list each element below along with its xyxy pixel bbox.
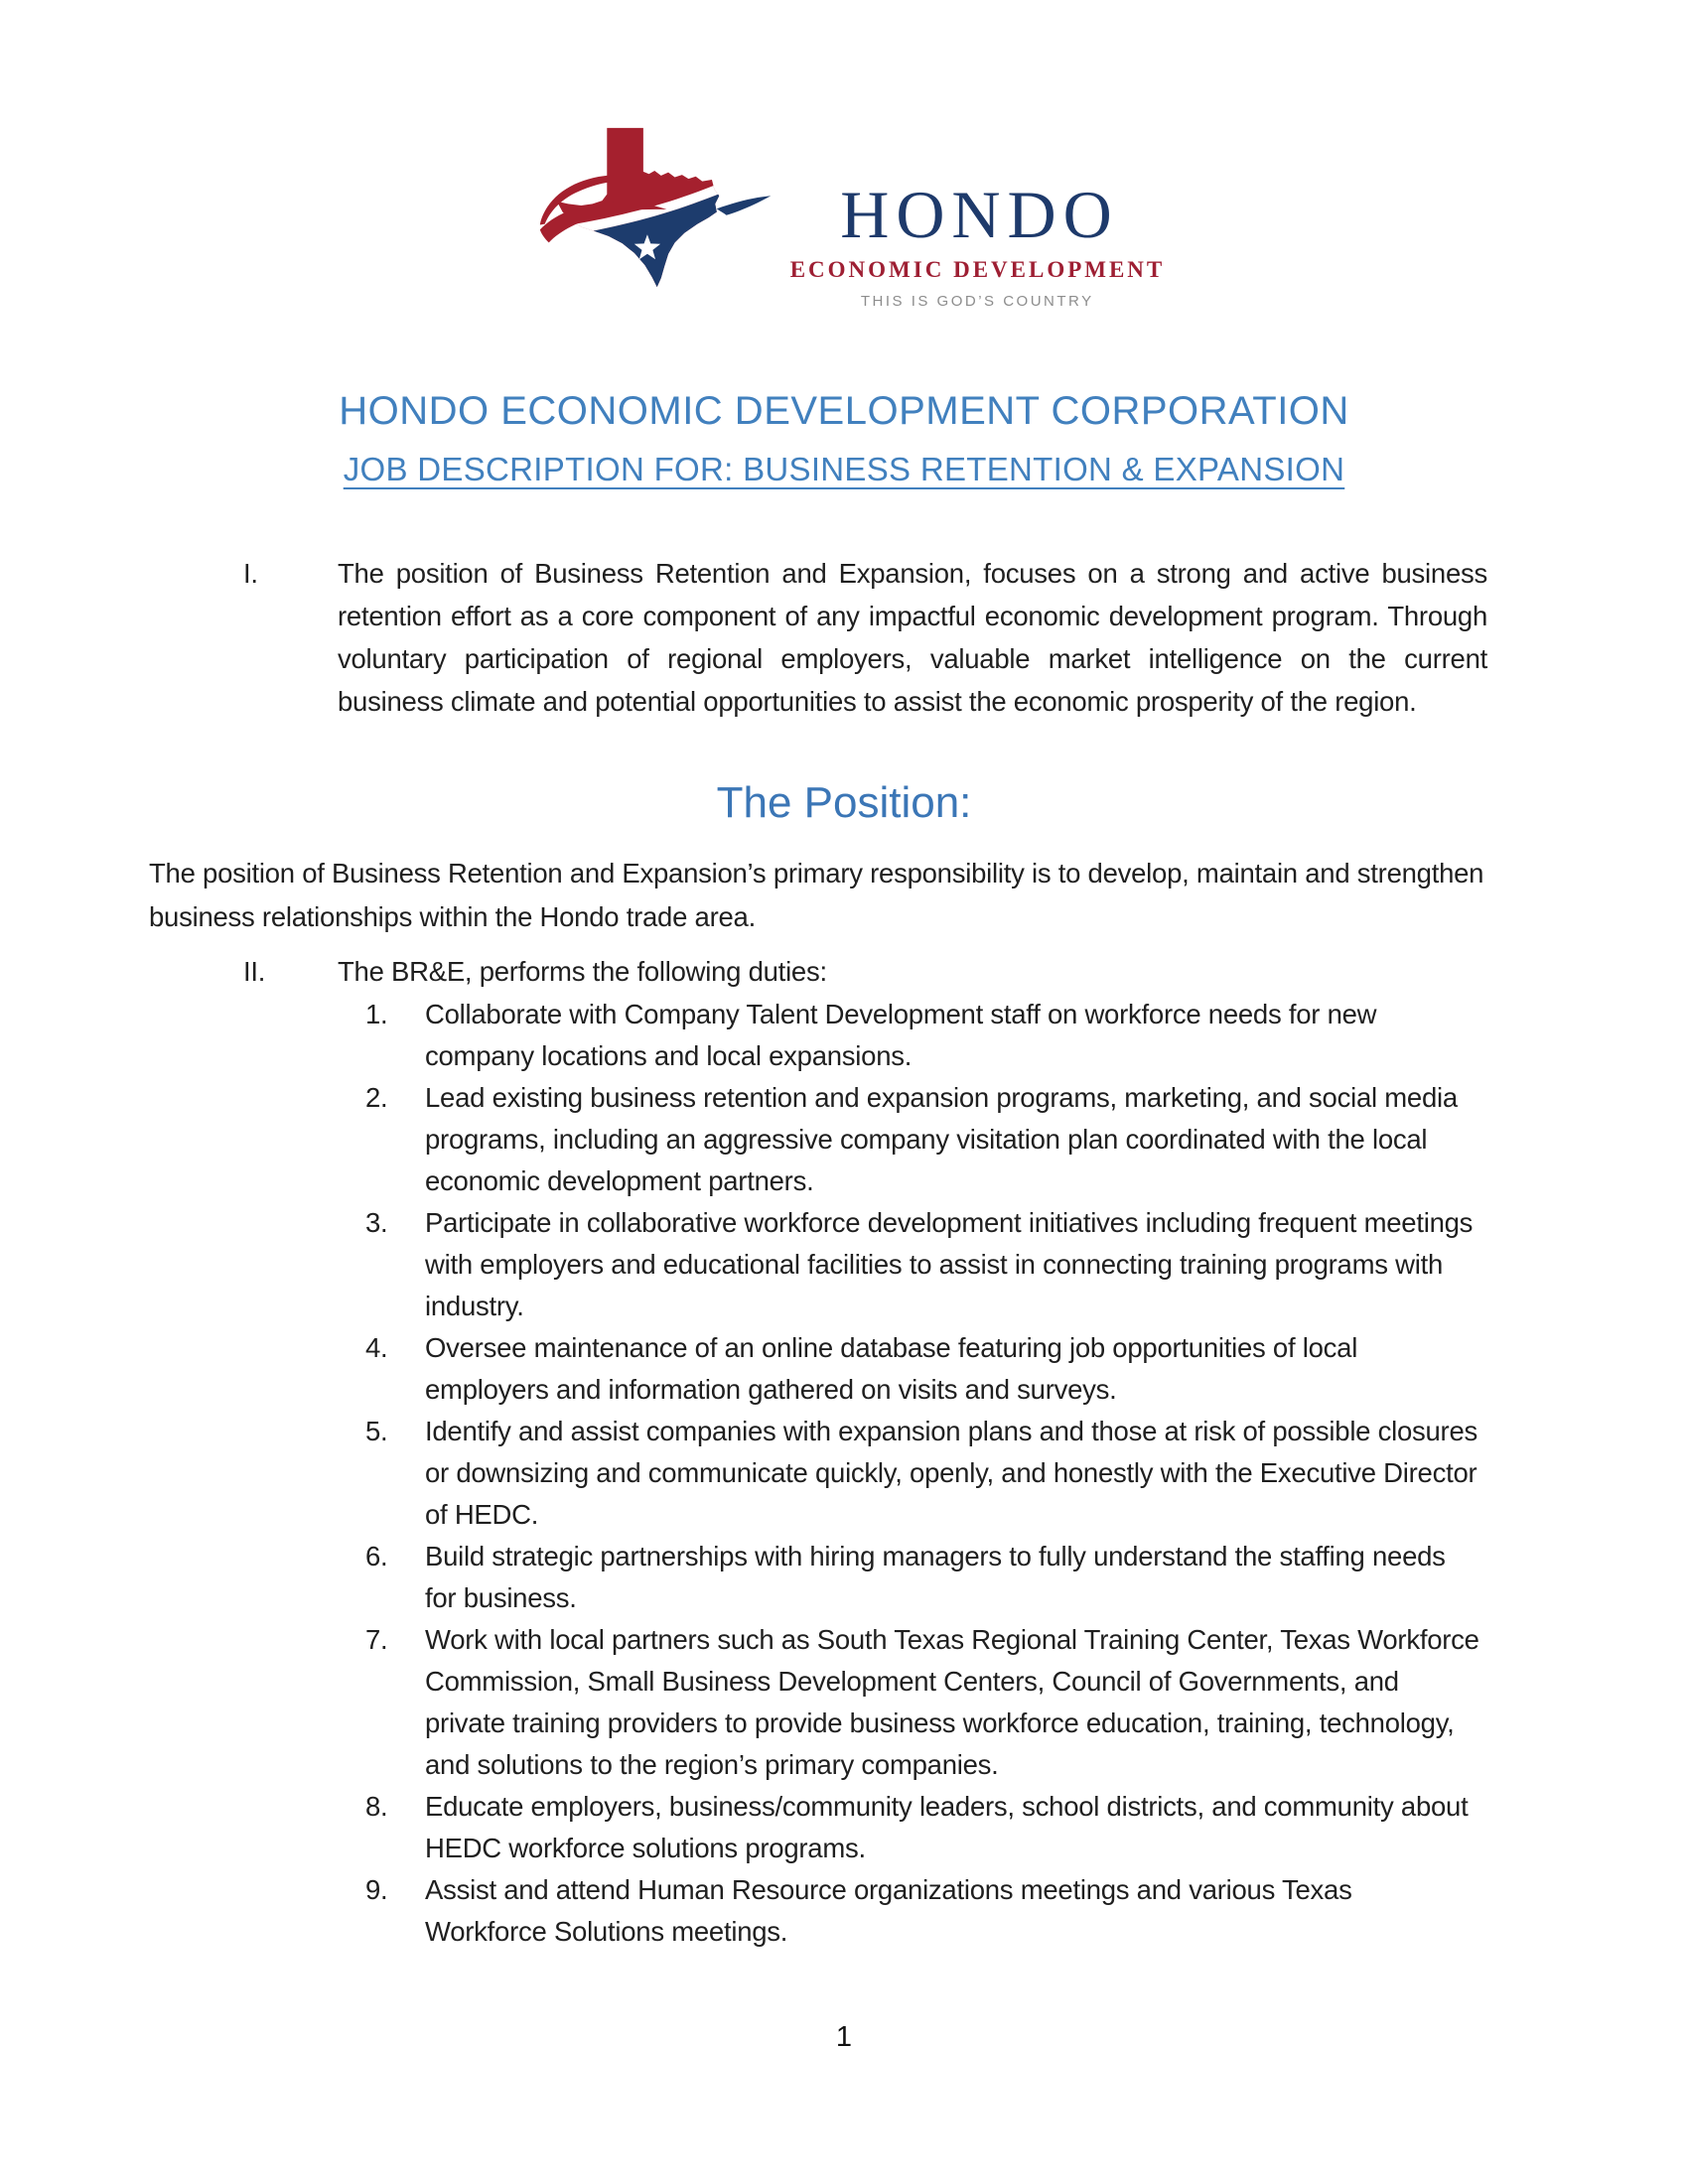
duty-item <box>365 1869 1479 1953</box>
duty-text: Educate employers, business/community leaders, school districts, and community about HEDC workforce solutions programs. <box>425 1791 1469 1863</box>
section-overview-text: The position of Business Retention and Expansion, focuses on a strong and active business retention effort as a core component of any impactful economic development program. Through voluntary participation of regional employers, valuable market intelligence on the current business climate and potential opportunities to assist the economic prosperity of the region. <box>338 558 1487 717</box>
duty-number: 4. <box>365 1332 388 1363</box>
document-subtitle <box>0 451 1688 488</box>
position-heading: The Position: <box>716 778 972 827</box>
duty-text: Identify and assist companies with expansion plans and those at risk of possible closures or downsizing and communicate quickly, openly, and honestly with the Executive Director of HEDC. <box>425 1416 1478 1530</box>
duty-item <box>365 994 1479 1077</box>
document-title: HONDO ECONOMIC DEVELOPMENT CORPORATION <box>339 389 1349 433</box>
section-overview-numeral: I. <box>243 558 258 589</box>
duty-text: Build strategic partnerships with hiring managers to fully understand the staffing needs for business. <box>425 1541 1446 1613</box>
duty-item <box>365 1202 1479 1327</box>
duty-text: Assist and attend Human Resource organizations meetings and various Texas Workforce Solutions meetings. <box>425 1874 1352 1947</box>
section-overview <box>243 552 1487 723</box>
duty-text: Work with local partners such as South Texas Regional Training Center, Texas Workforce Commission, Small Business Development Centers, Council of Governments, and private training providers to provide business workforce education, training, technology, and solutions to the region’s primary companies. <box>425 1624 1479 1780</box>
duty-number: 1. <box>365 999 388 1029</box>
duty-number: 2. <box>365 1082 388 1113</box>
duty-item <box>365 1786 1479 1869</box>
duty-item <box>365 1411 1479 1536</box>
duty-text: Lead existing business retention and expansion programs, marketing, and social media programs, including an aggressive company visitation plan coordinated with the local economic development partners. <box>425 1082 1458 1196</box>
duty-number: 3. <box>365 1207 388 1238</box>
logo-brand-name: HONDO <box>840 177 1119 252</box>
page-number: 1 <box>835 2021 853 2053</box>
hondo-logo <box>0 123 1688 310</box>
duty-number: 8. <box>365 1791 388 1822</box>
document-subtitle-text: JOB DESCRIPTION FOR: BUSINESS RETENTION & EXPANSION <box>343 451 1345 487</box>
section-duties-lead-text: The BR&E, performs the following duties: <box>338 956 827 987</box>
duty-number: 9. <box>365 1874 388 1905</box>
section-duties-numeral: II. <box>243 956 266 987</box>
duty-text: Oversee maintenance of an online database featuring job opportunities of local employers and information gathered on visits and surveys. <box>425 1332 1358 1405</box>
logo-subtitle: ECONOMIC DEVELOPMENT <box>789 257 1166 282</box>
position-intro: The position of Business Retention and Expansion’s primary responsibility is to develop, maintain and strengthen business relationships within the Hondo trade area. <box>149 858 1484 932</box>
section-duties-lead <box>243 950 1487 993</box>
logo-wordmark <box>789 177 1166 310</box>
duty-text: Collaborate with Company Talent Development staff on workforce needs for new company locations and local expansions. <box>425 999 1377 1071</box>
duty-item <box>365 1077 1479 1202</box>
texas-logo-icon <box>526 123 776 305</box>
duty-number: 7. <box>365 1624 388 1655</box>
duty-item <box>365 1327 1479 1411</box>
duty-number: 5. <box>365 1416 388 1446</box>
duty-item <box>365 1619 1479 1786</box>
duty-text: Participate in collaborative workforce development initiatives including frequent meetings with employers and educational facilities to assist in connecting training programs with industry. <box>425 1207 1474 1321</box>
duty-number: 6. <box>365 1541 388 1571</box>
logo-tagline: THIS IS GOD’S COUNTRY <box>860 293 1094 310</box>
duty-item <box>365 1536 1479 1619</box>
duties-list <box>365 994 1479 1953</box>
